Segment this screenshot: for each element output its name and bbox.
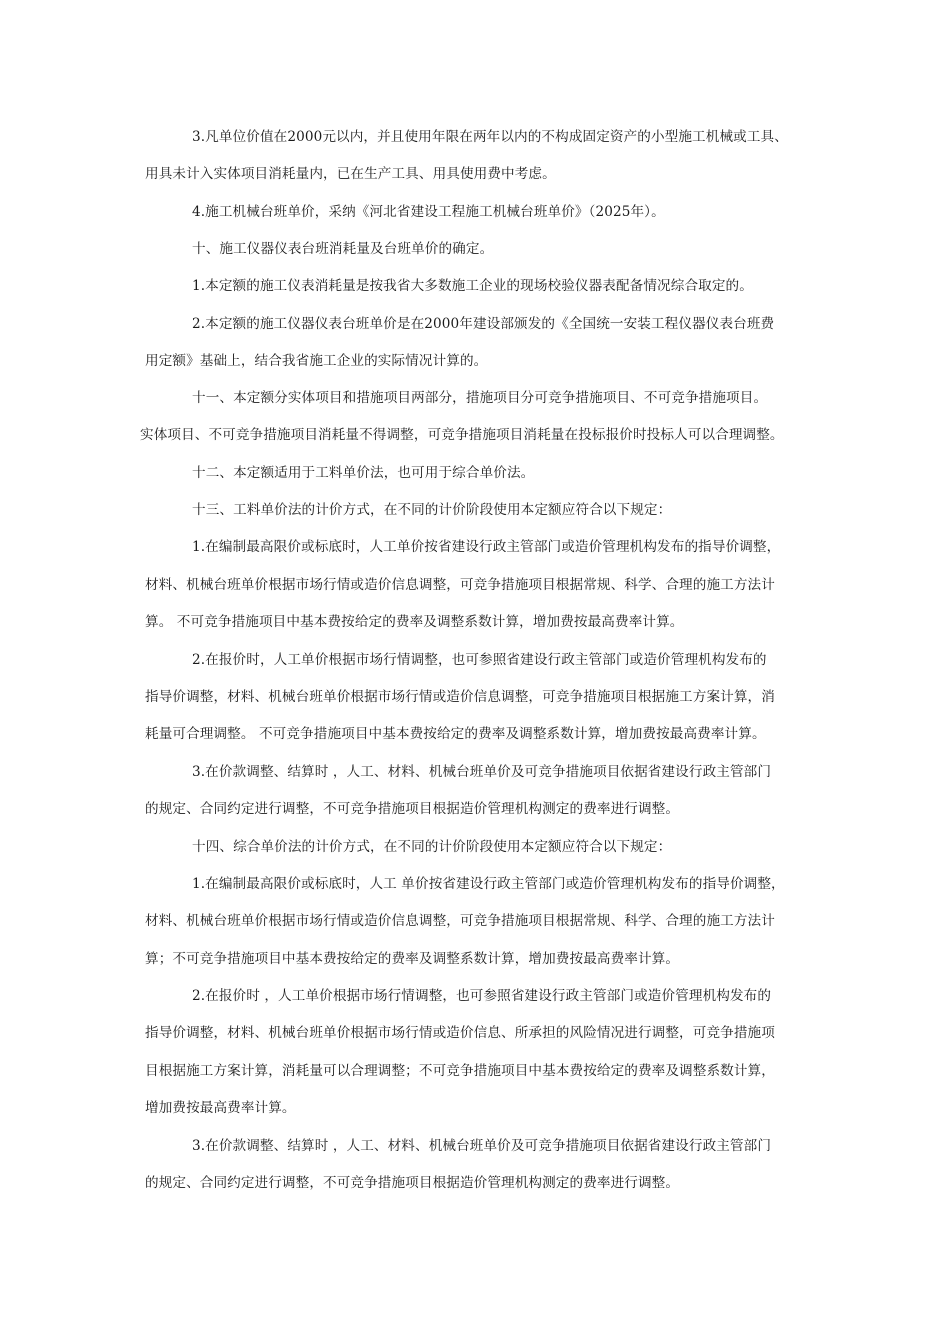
text-line: 2.在报价时 ，人工单价根据市场行情调整，也可参照省建设行政主管部门或造价管理机构发布的 bbox=[192, 988, 772, 1004]
text-line: 指导价调整，材料、机械台班单价根据市场行情或造价信息、所承担的风险情况进行调整，可竞争措施项 bbox=[145, 1025, 775, 1041]
text-line: 3.凡单位价值在2000元以内，并且使用年限在两年以内的不构成固定资产的小型施工机械或工具、 bbox=[192, 129, 788, 145]
text-line: 增加费按最高费率计算。 bbox=[145, 1100, 296, 1116]
text-line: 材料、机械台班单价根据市场行情或造价信息调整，可竞争措施项目根据常规、科学、合理的施工方法计 bbox=[145, 577, 775, 593]
text-line: 的规定、合同约定进行调整，不可竞争措施项目根据造价管理机构测定的费率进行调整。 bbox=[145, 1175, 680, 1191]
text-line: 的规定、合同约定进行调整，不可竞争措施项目根据造价管理机构测定的费率进行调整。 bbox=[145, 801, 680, 817]
text-line: 3.在价款调整、结算时 ，人工、材料、机械台班单价及可竞争措施项目依据省建设行政主管部门 bbox=[192, 764, 772, 780]
section-heading: 十一、本定额分实体项目和措施项目两部分，措施项目分可竞争措施项目、不可竞争措施项目。 bbox=[192, 390, 768, 406]
text-line: 材料、机械台班单价根据市场行情或造价信息调整，可竞争措施项目根据常规、科学、合理的施工方法计 bbox=[145, 913, 775, 929]
text-line: 耗量可合理调整。 不可竞争措施项目中基本费按给定的费率及调整系数计算，增加费按最高费率计算。 bbox=[145, 726, 766, 742]
section-heading: 十四、综合单价法的计价方式，在不同的计价阶段使用本定额应符合以下规定： bbox=[192, 839, 672, 855]
text-line: 4.施工机械台班单价，采纳《河北省建设工程施工机械台班单价》（2025年）。 bbox=[192, 204, 665, 220]
text-line: 1.本定额的施工仪表消耗量是按我省大多数施工企业的现场校验仪器表配备情况综合取定的。 bbox=[192, 278, 753, 294]
text-line: 目根据施工方案计算，消耗量可以合理调整；不可竞争措施项目中基本费按给定的费率及调整系数计算， bbox=[145, 1063, 775, 1079]
text-line: 算。 不可竞争措施项目中基本费按给定的费率及调整系数计算，增加费按最高费率计算。 bbox=[145, 614, 684, 630]
text-line: 算；不可竞争措施项目中基本费按给定的费率及调整系数计算，增加费按最高费率计算。 bbox=[145, 951, 680, 967]
text-line: 2.本定额的施工仪器仪表台班单价是在2000年建设部颁发的《全国统一安装工程仪器仪表台班费 bbox=[192, 316, 775, 332]
text-line: 1.在编制最高限价或标底时，人工 单价按省建设行政主管部门或造价管理机构发布的指导价调整， bbox=[192, 876, 785, 892]
text-line: 用定额》基础上，结合我省施工企业的实际情况计算的。 bbox=[145, 353, 488, 369]
text-line: 3.在价款调整、结算时 ，人工、材料、机械台班单价及可竞争措施项目依据省建设行政主管部门 bbox=[192, 1138, 772, 1154]
section-heading: 十二、本定额适用于工料单价法，也可用于综合单价法。 bbox=[192, 465, 535, 481]
text-line: 2.在报价时，人工单价根据市场行情调整，也可参照省建设行政主管部门或造价管理机构发布的 bbox=[192, 652, 767, 668]
section-heading: 十、施工仪器仪表台班消耗量及台班单价的确定。 bbox=[192, 241, 494, 257]
section-heading: 十三、工料单价法的计价方式，在不同的计价阶段使用本定额应符合以下规定： bbox=[192, 502, 672, 518]
text-line: 指导价调整，材料、机械台班单价根据市场行情或造价信息调整，可竞争措施项目根据施工方案计算，消 bbox=[145, 689, 775, 705]
text-line: 实体项目、不可竞争措施项目消耗量不得调整，可竞争措施项目消耗量在投标报价时投标人可以合理调整。 bbox=[140, 427, 784, 443]
text-line: 1.在编制最高限价或标底时，人工单价按省建设行政主管部门或造价管理机构发布的指导价调整， bbox=[192, 539, 781, 555]
text-line: 用具未计入实体项目消耗量内，已在生产工具、用具使用费中考虑。 bbox=[145, 166, 556, 182]
